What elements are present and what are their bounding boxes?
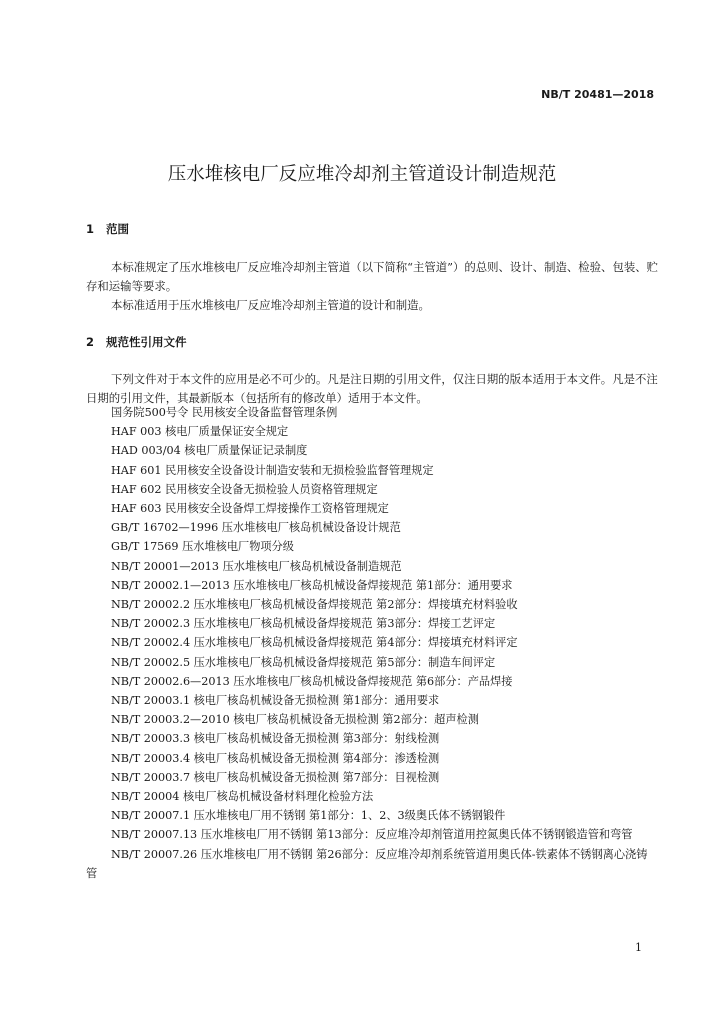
reference-item: HAF 003 核电厂质量保证安全规定 [111, 425, 289, 439]
reference-item: NB/T 20003.1 核电厂核岛机械设备无损检测 第1部分：通用要求 [111, 694, 440, 708]
reference-item: NB/T 20003.3 核电厂核岛机械设备无损检测 第3部分：射线检测 [111, 732, 440, 746]
section-2-heading [86, 334, 187, 350]
reference-item: NB/T 20002.4 压水堆核电厂核岛机械设备焊接规范 第4部分：焊接填充材料评定 [111, 636, 518, 650]
reference-list [86, 403, 658, 883]
document-title: 压水堆核电厂反应堆冷却剂主管道设计制造规范 [167, 164, 557, 185]
reference-item: NB/T 20002.6—2013 压水堆核电厂核岛机械设备焊接规范 第6部分：产品焊接 [111, 674, 513, 688]
standard-code: NB/T 20481—2018 [541, 88, 654, 101]
page-number: 1 [635, 941, 642, 954]
reference-item: NB/T 20003.4 核电厂核岛机械设备无损检测 第4部分：渗透检测 [111, 751, 440, 765]
reference-item: NB/T 20007.13 压水堆核电厂用不锈钢 第13部分：反应堆冷却剂管道用控氮奥氏体不锈钢锻造管和弯管 [111, 828, 633, 842]
reference-item: NB/T 20001—2013 压水堆核电厂核岛机械设备制造规范 [111, 559, 402, 573]
reference-item: 国务院500号令 民用核安全设备监督管理条例 [111, 406, 338, 419]
section-1-title: 范围 [106, 222, 129, 236]
reference-item: NB/T 20003.2—2010 核电厂核岛机械设备无损检测 第2部分：超声检测 [111, 713, 479, 727]
reference-item: NB/T 20007.26 压水堆核电厂用不锈钢 第26部分：反应堆冷却剂系统管道用奥氏体-铁素体不锈钢离心浇铸管 [86, 847, 648, 880]
section-1-paragraph-1: 本标准规定了压水堆核电厂反应堆冷却剂主管道（以下简称“主管道”）的总则、设计、制造、检验、包装、贮存和运输等要求。 [86, 260, 659, 293]
section-2-number: 2 [86, 335, 95, 349]
section-1-heading [86, 221, 129, 237]
section-1-number: 1 [86, 222, 95, 236]
reference-item: NB/T 20002.2 压水堆核电厂核岛机械设备焊接规范 第2部分：焊接填充材料验收 [111, 598, 518, 612]
section-1-paragraph-2: 本标准适用于压水堆核电厂反应堆冷却剂主管道的设计和制造。 [111, 298, 430, 312]
reference-item: NB/T 20002.3 压水堆核电厂核岛机械设备焊接规范 第3部分：焊接工艺评定 [111, 617, 496, 631]
reference-item: NB/T 20002.5 压水堆核电厂核岛机械设备焊接规范 第5部分：制造车间评定 [111, 655, 496, 669]
reference-item: NB/T 20004 核电厂核岛机械设备材料理化检验方法 [111, 790, 374, 804]
reference-item: GB/T 16702—1996 压水堆核电厂核岛机械设备设计规范 [111, 521, 401, 535]
reference-item: HAF 602 民用核安全设备无损检验人员资格管理规定 [111, 482, 378, 496]
section-2-title: 规范性引用文件 [106, 335, 187, 349]
reference-item: HAF 603 民用核安全设备焊工焊接操作工资格管理规定 [111, 502, 389, 516]
reference-item: GB/T 17569 压水堆核电厂物项分级 [111, 540, 294, 554]
reference-item: HAD 003/04 核电厂质量保证记录制度 [111, 444, 308, 458]
section-2-intro: 下列文件对于本文件的应用是必不可少的。凡是注日期的引用文件，仅注日期的版本适用于本文件。凡是不注日期的引用文件，其最新版本（包括所有的修改单）适用于本文件。 [86, 372, 658, 405]
reference-item: NB/T 20003.7 核电厂核岛机械设备无损检测 第7部分：目视检测 [111, 770, 440, 784]
reference-item: HAF 601 民用核安全设备设计制造安装和无损检验监督管理规定 [111, 463, 434, 477]
reference-item: NB/T 20002.1—2013 压水堆核电厂核岛机械设备焊接规范 第1部分：通用要求 [111, 578, 513, 592]
reference-item: NB/T 20007.1 压水堆核电厂用不锈钢 第1部分：1、2、3级奥氏体不锈钢锻件 [111, 809, 506, 823]
